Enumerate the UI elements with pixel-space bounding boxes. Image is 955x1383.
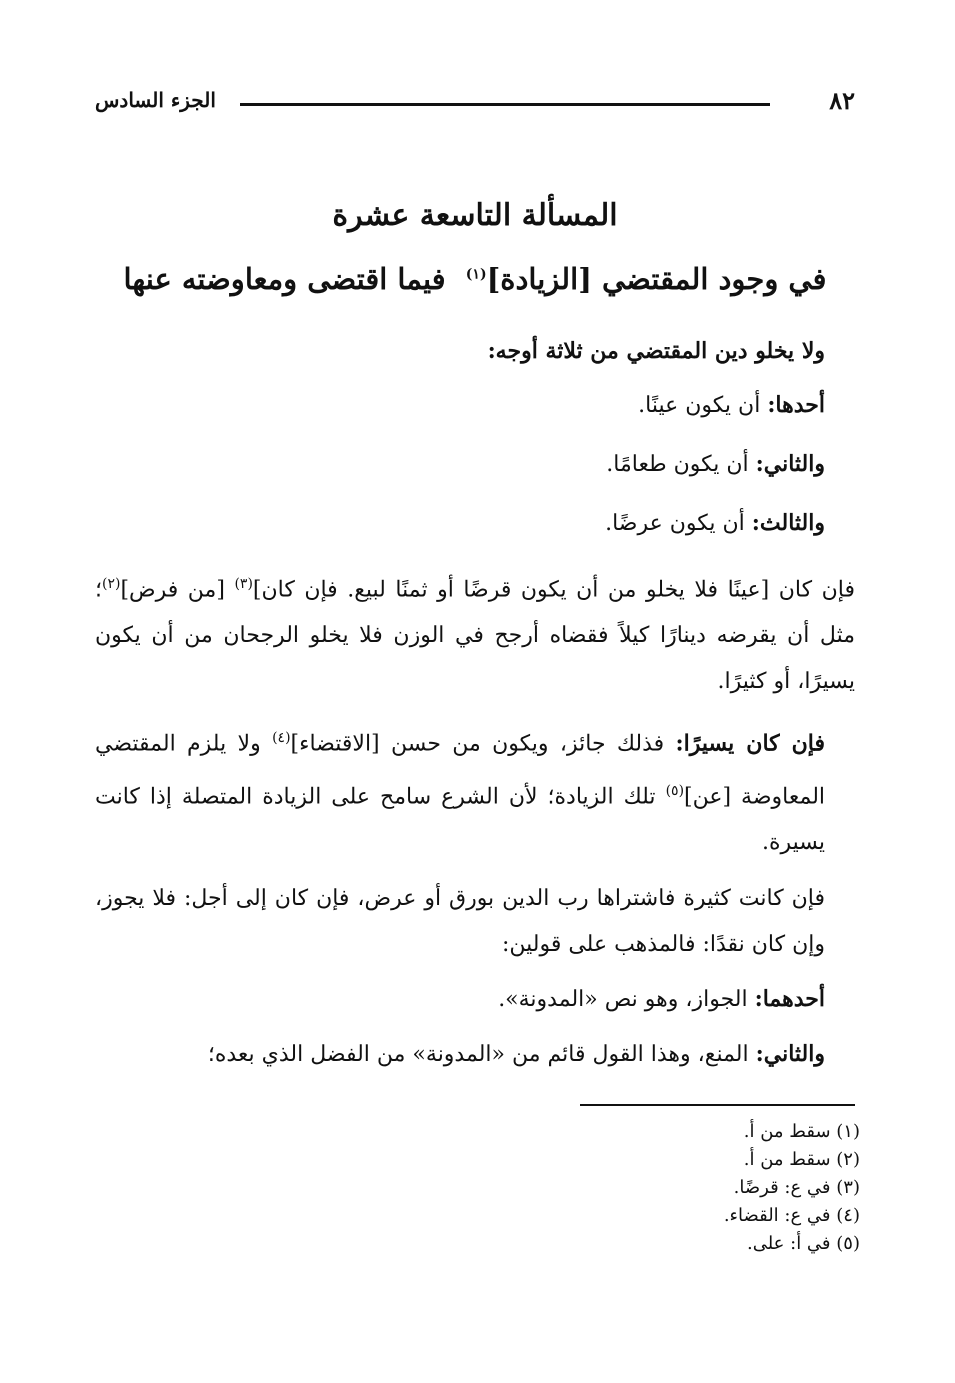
paragraph-2-text-c: تلك الزيادة؛ لأن الشرع سامح على الزيادة المتصلة إذا كانت يسيرة. [95,783,825,855]
footnote-ref-3: (٣) [234,576,253,592]
subtitle-part-2: فيما اقتضى ومعاوضته عنها [123,262,446,296]
footnote-ref-4: (٤) [272,730,291,747]
case-2-lead: والثاني: [755,451,825,477]
chapter-subtitle [95,262,855,296]
case-2 [95,441,855,488]
opinion-1 [95,976,855,1023]
case-1-text: أن يكون عينًا. [638,393,761,418]
paragraph-2-text-b: ولا يلزم المقتضي المعاوضة [عن] [95,731,826,809]
paragraph-1-text-a: فإن كان [عينًا فلا يخلو من أن يكون قرضًا أو ثمنًا لبيع. فإن كان] [252,577,855,603]
footnote-rule [580,1104,855,1106]
opinion-2 [95,1031,855,1078]
case-1 [95,382,855,429]
paragraph-3: فإن كانت كثيرة فاشتراها رب الدين بورق أو عرض، فإن كان إلى أجل: فلا يجوز، وإن كان نقدًا: فالمذهب على قولين: [95,885,825,957]
paragraph-1 [95,561,855,705]
header-rule [240,103,770,106]
paragraph-1-text-b: [من فرض] [120,577,225,603]
page-number: ٨٢ [829,86,855,115]
opinion-2-text: المنع، وهذا القول قائم من «المدونة» من الفضل الذي بعده؛ [207,1041,749,1067]
subtitle-part-1: في وجود المقتضي [الزيادة] [486,262,827,296]
intro-line: ولا يخلو دين المقتضي من ثلاثة أوجه: [487,338,825,364]
opinion-1-lead: أحدهما: [754,985,825,1012]
footnote-ref-1: (١) [465,266,487,283]
footnote-ref-2: (٢) [102,576,121,592]
body-text [95,328,855,1078]
footnote-5: (٥) في أ: على. [747,1233,860,1254]
case-3-lead: والثالث: [751,510,825,536]
paragraph-2-lead: فإن كان يسيرًا: [675,730,826,757]
running-title: الجزء السادس [95,88,216,112]
paragraph-1-text-c: ؛ مثل أن يقرضه دينارًا كيلاً فقضاه أرجح في الوزن فلا يخلو الرجحان من أن يكون يسيرًا، أو كثيرًا. [95,577,855,695]
footnote-3: (٣) في ع: قرضًا. [733,1177,860,1198]
opinion-1-text: الجواز، وهو نص «المدونة». [498,986,748,1012]
footnote-2: (٢) سقط من أ. [743,1149,860,1170]
case-1-lead: أحدها: [767,392,825,418]
case-2-text: أن يكون طعامًا. [606,452,749,477]
page-header [95,88,855,118]
case-3-text: أن يكون عرضًا. [605,511,745,536]
opinion-2-lead: والثاني: [755,1040,825,1067]
chapter-title: المسألة التاسعة عشرة [332,198,618,233]
footnote-ref-5: (٥) [665,782,685,799]
footnote-1: (١) سقط من أ. [743,1121,860,1142]
footnotes [95,1118,860,1258]
paragraph-2-text-a: فذلك جائز، ويكون من حسن [الاقتضاء] [290,731,665,757]
case-3 [95,500,855,547]
paragraph-2 [95,715,855,866]
footnote-4: (٤) في ع: القضاء. [723,1205,860,1226]
